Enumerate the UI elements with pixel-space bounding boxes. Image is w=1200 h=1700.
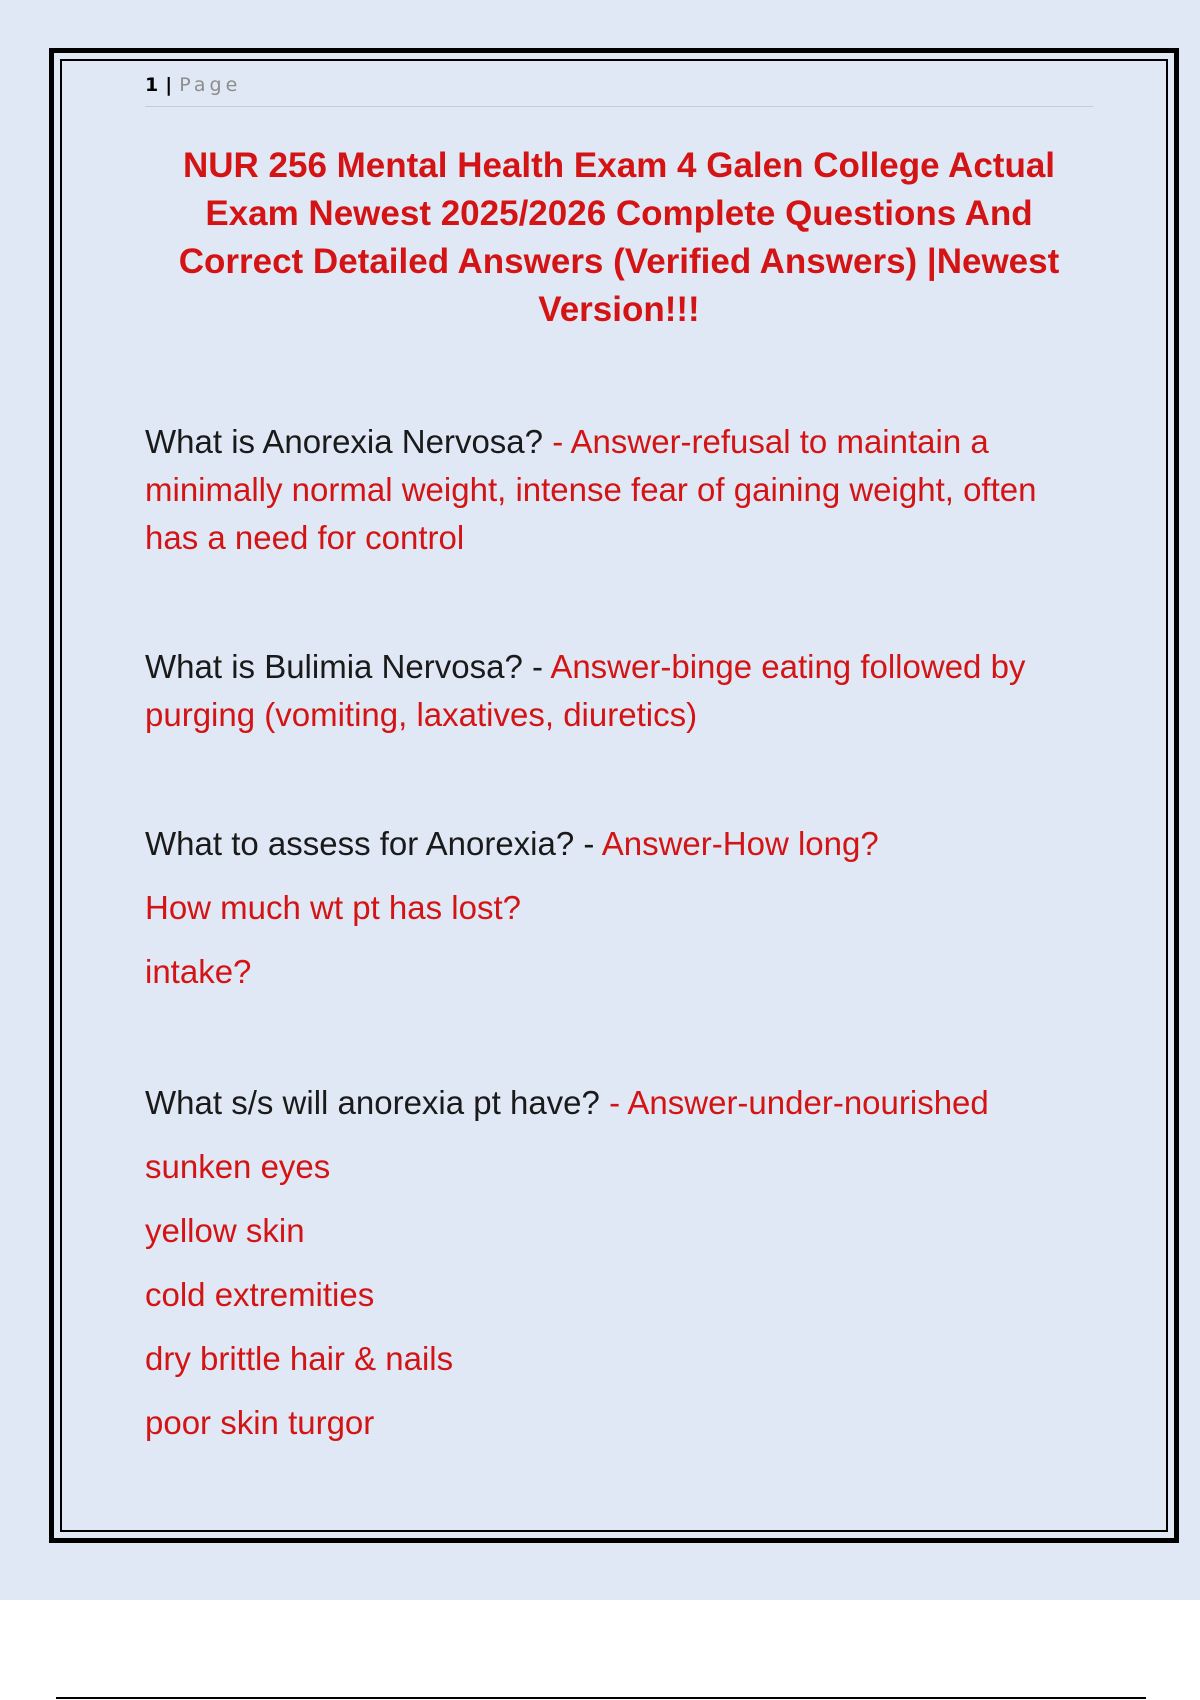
- question-text: What is Anorexia Nervosa?: [145, 423, 544, 460]
- page-number: 1: [145, 74, 160, 96]
- answer-line: cold extremities: [145, 1276, 375, 1313]
- answer-line: poor skin turgor: [145, 1404, 375, 1441]
- qa-item-3: [145, 812, 1093, 1004]
- answer-line: dry brittle hair & nails: [145, 1340, 454, 1377]
- question-text: What is Bulimia Nervosa? -: [145, 648, 543, 685]
- page-header: [145, 74, 1093, 107]
- answer-text: - Answer-refusal to maintain a minimally normal weight, intense fear of gaining weight, often has a need for control: [145, 423, 1037, 556]
- answer-text: Answer-binge eating followed by purging (vomiting, laxatives, diuretics): [145, 648, 1026, 733]
- document-title: NUR 256 Mental Health Exam 4 Galen College Actual Exam Newest 2025/2026 Complete Questions And Correct Detailed Answers (Verified Answers) |Newest Version!!!: [178, 146, 1060, 329]
- answer-line: How much wt pt has lost?: [145, 889, 521, 926]
- answer-line: yellow skin: [145, 1212, 305, 1249]
- page-separator: |: [165, 74, 174, 96]
- answer-line: intake?: [145, 953, 252, 990]
- answer-text: Answer-How long?: [601, 825, 879, 862]
- question-text: What to assess for Anorexia? -: [145, 825, 595, 862]
- question-text: What s/s will anorexia pt have?: [145, 1084, 600, 1121]
- answer-text: - Answer-under-nourished: [609, 1084, 989, 1121]
- page-word: Page: [179, 74, 242, 96]
- qa-item-4: [145, 1071, 1093, 1455]
- qa-item-2: [145, 643, 1093, 739]
- bottom-divider: [56, 1697, 1146, 1699]
- qa-item-1: [145, 418, 1093, 562]
- answer-line: sunken eyes: [145, 1148, 331, 1185]
